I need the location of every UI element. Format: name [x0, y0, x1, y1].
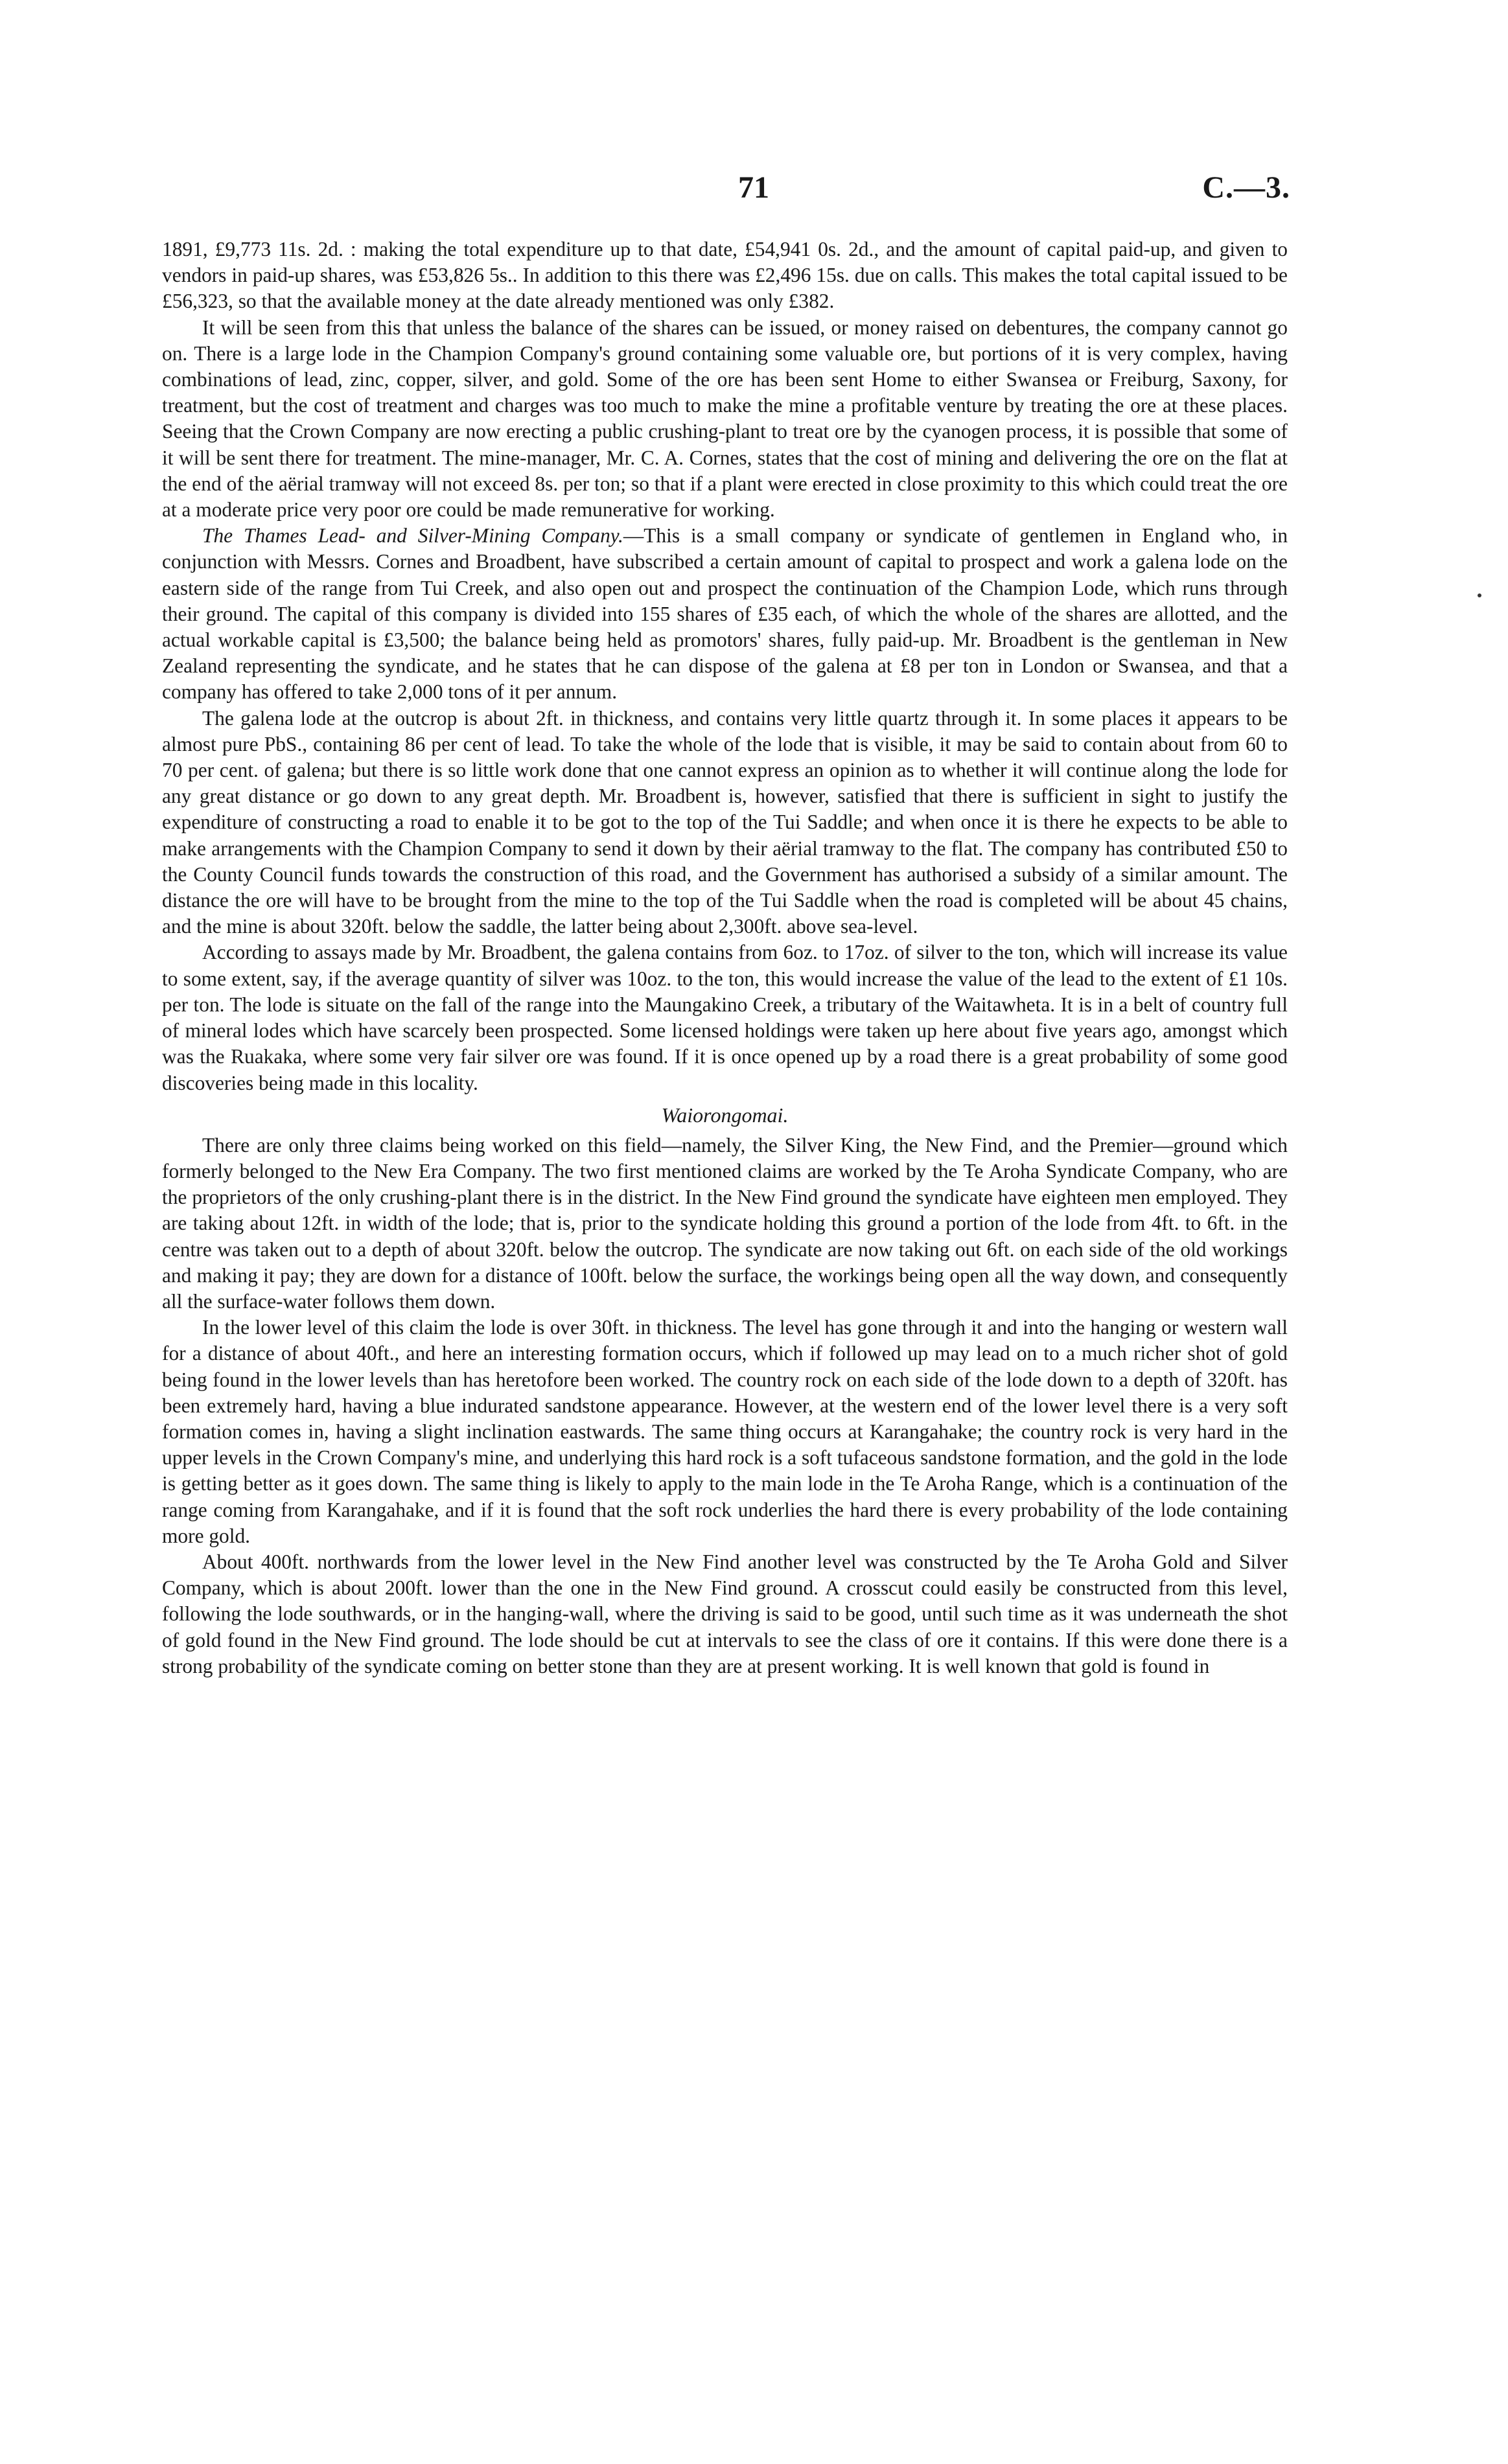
paragraph-3 — [162, 523, 1288, 705]
paragraph-3-text: —This is a small company or syndicate of gentlemen in England who, in conjunction with Messrs. Cornes and Broadbent, have subscribed a certain amount of capital to prospect and work a galena lode on the eastern side of the range from Tui Creek, and also open out and prospect the continuation of the Champion Lode, which runs through their ground. The capital of this company is divided into 155 shares of £35 each, of which the whole of the shares are allotted, and the actual workable capital is £3,500; the balance being held as promotors' shares, fully paid-up. Mr. Broadbent is the gentleman in New Zealand representing the syndicate, and he states that he can dispose of the galena at £8 per ton in London or Swansea, and that a company has offered to take 2,000 tons of it per annum. — [162, 524, 1288, 704]
paper-reference: C.—3. — [1202, 170, 1290, 205]
paragraph-2: It will be seen from this that unless the balance of the shares can be issued, or money raised on debentures, the company cannot go on. There is a large lode in the Champion Company's ground containing some valuable ore, but portions of it is very complex, having combinations of lead, zinc, copper, silver, and gold. Some of the ore has been sent Home to either Swansea or Freiburg, Saxony, for treatment, but the cost of treatment and charges was too much to make the mine a profitable venture by treating the ore at these places. Seeing that the Crown Company are now erecting a public crushing-plant to treat ore by the cyanogen process, it is possible that some of it will be sent there for treatment. The mine-manager, Mr. C. A. Cornes, states that the cost of mining and delivering the ore on the flat at the end of the aërial tramway will not exceed 8s. per ton; so that if a plant were erected in close proximity to this which could treat the ore at a moderate price very poor ore could be made remunerative for working. — [162, 316, 1288, 522]
paragraph-3-heading: The Thames Lead- and Silver-Mining Company. — [202, 524, 623, 547]
body-text — [162, 236, 1288, 1679]
page-header — [0, 170, 1508, 215]
paragraph-8: About 400ft. northwards from the lower level in the New Find another level was constructed by the Te Aroha Gold and Silver Company, which is about 200ft. lower than the one in the New Find ground. A crosscut could easily be constructed from this level, following the lode southwards, or in the hanging-wall, where the driving is said to be good, until such time as it was underneath the shot of gold found in the New Find ground. The lode should be cut at intervals to see the class of ore it contains. If this were done there is a strong probability of the syndicate coming on better stone than they are at present working. It is well known that gold is found in — [162, 1550, 1288, 1677]
paragraph-5: According to assays made by Mr. Broadbent, the galena contains from 6oz. to 17oz. of silver to the ton, which will increase its value to some extent, say, if the average quantity of silver was 10oz. to the ton, this would increase the value of the lead to the extent of £1 10s. per ton. The lode is situate on the fall of the range into the Maungakino Creek, a tributary of the Waitawheta. It is in a belt of country full of mineral lodes which have scarcely been prospected. Some licensed holdings were taken up here about five years ago, amongst which was the Ruakaka, where some very fair silver ore was found. If it is once opened up by a road there is a great probability of some good discoveries being made in this locality. — [162, 941, 1288, 1094]
paragraph-7: In the lower level of this claim the lode is over 30ft. in thickness. The level has gone through it and into the hanging or western wall for a distance of about 40ft., and here an interesting formation occurs, which if followed up may lead on to a much richer shot of gold being found in the lower levels than has heretofore been worked. The country rock on each side of the lode down to a depth of 320ft. has been extremely hard, having a blue indurated sandstone appearance. However, at the western end of the lower level there is a very soft formation comes in, having a slight inclination eastwards. The same thing occurs at Karangahake; the country rock is very hard in the upper levels in the Crown Company's mine, and underlying this hard rock is a soft tufaceous sandstone formation, and the gold in the lode is getting better as it goes down. The same thing is likely to apply to the main lode in the Te Aroha Range, which is a continuation of the range coming from Karangahake, and if it is found that the soft rock underlies the hard there is every probability of the lode containing more gold. — [162, 1316, 1288, 1547]
scan-speck — [1478, 593, 1481, 597]
paragraph-6: There are only three claims being worked on this field—namely, the Silver King, the New Find, and the Premier—ground which formerly belonged to the New Era Company. The two first mentioned claims are worked by the Te Aroha Syndicate Company, who are the proprietors of the only crushing-plant there is in the district. In the New Find ground the syndicate have eighteen men employed. They are taking about 12ft. in width of the lode; that is, prior to the syndicate holding this ground a portion of the lode from 4ft. to 6ft. in the centre was taken out to a depth of about 320ft. below the outcrop. The syndicate are now taking out 6ft. on each side of the old workings and making it pay; they are down for a distance of 100ft. below the surface, the workings being open all the way down, and consequently all the surface-water follows them down. — [162, 1133, 1288, 1313]
page-number: 71 — [738, 170, 769, 205]
section-heading-waiorongomai: Waiorongomai. — [661, 1103, 789, 1127]
paragraph-4: The galena lode at the outcrop is about 2ft. in thickness, and contains very little quartz through it. In some places it appears to be almost pure PbS., containing 86 per cent of lead. To take the whole of the lode that is visible, it may be said to contain about from 60 to 70 per cent. of galena; but there is so little work done that one cannot express an opinion as to whether it will continue along the lode for any great distance or go down to any great depth. Mr. Broadbent is, however, satisfied that there is sufficient in sight to justify the expenditure of constructing a road to enable it to be got to the top of the Tui Saddle; and when once it is there he expects to be able to make arrangements with the Champion Company to send it down by their aërial tramway to the flat. The company has contributed £50 to the County Council funds towards the construction of this road, and the Government has authorised a subsidy of a similar amount. The distance the ore will have to be brought from the mine to the top of the Tui Saddle when the road is completed will be about 45 chains, and the mine is about 320ft. below the saddle, the latter being about 2,300ft. above sea-level. — [162, 706, 1288, 938]
paragraph-1: 1891, £9,773 11s. 2d. : making the total expenditure up to that date, £54,941 0s. 2d., and the amount of capital paid-up, and given to vendors in paid-up shares, was £53,826 5s.. In addition to this there was £2,496 15s. due on calls. This makes the total capital issued to be £56,323, so that the available money at the date already mentioned was only £382. — [162, 238, 1288, 313]
